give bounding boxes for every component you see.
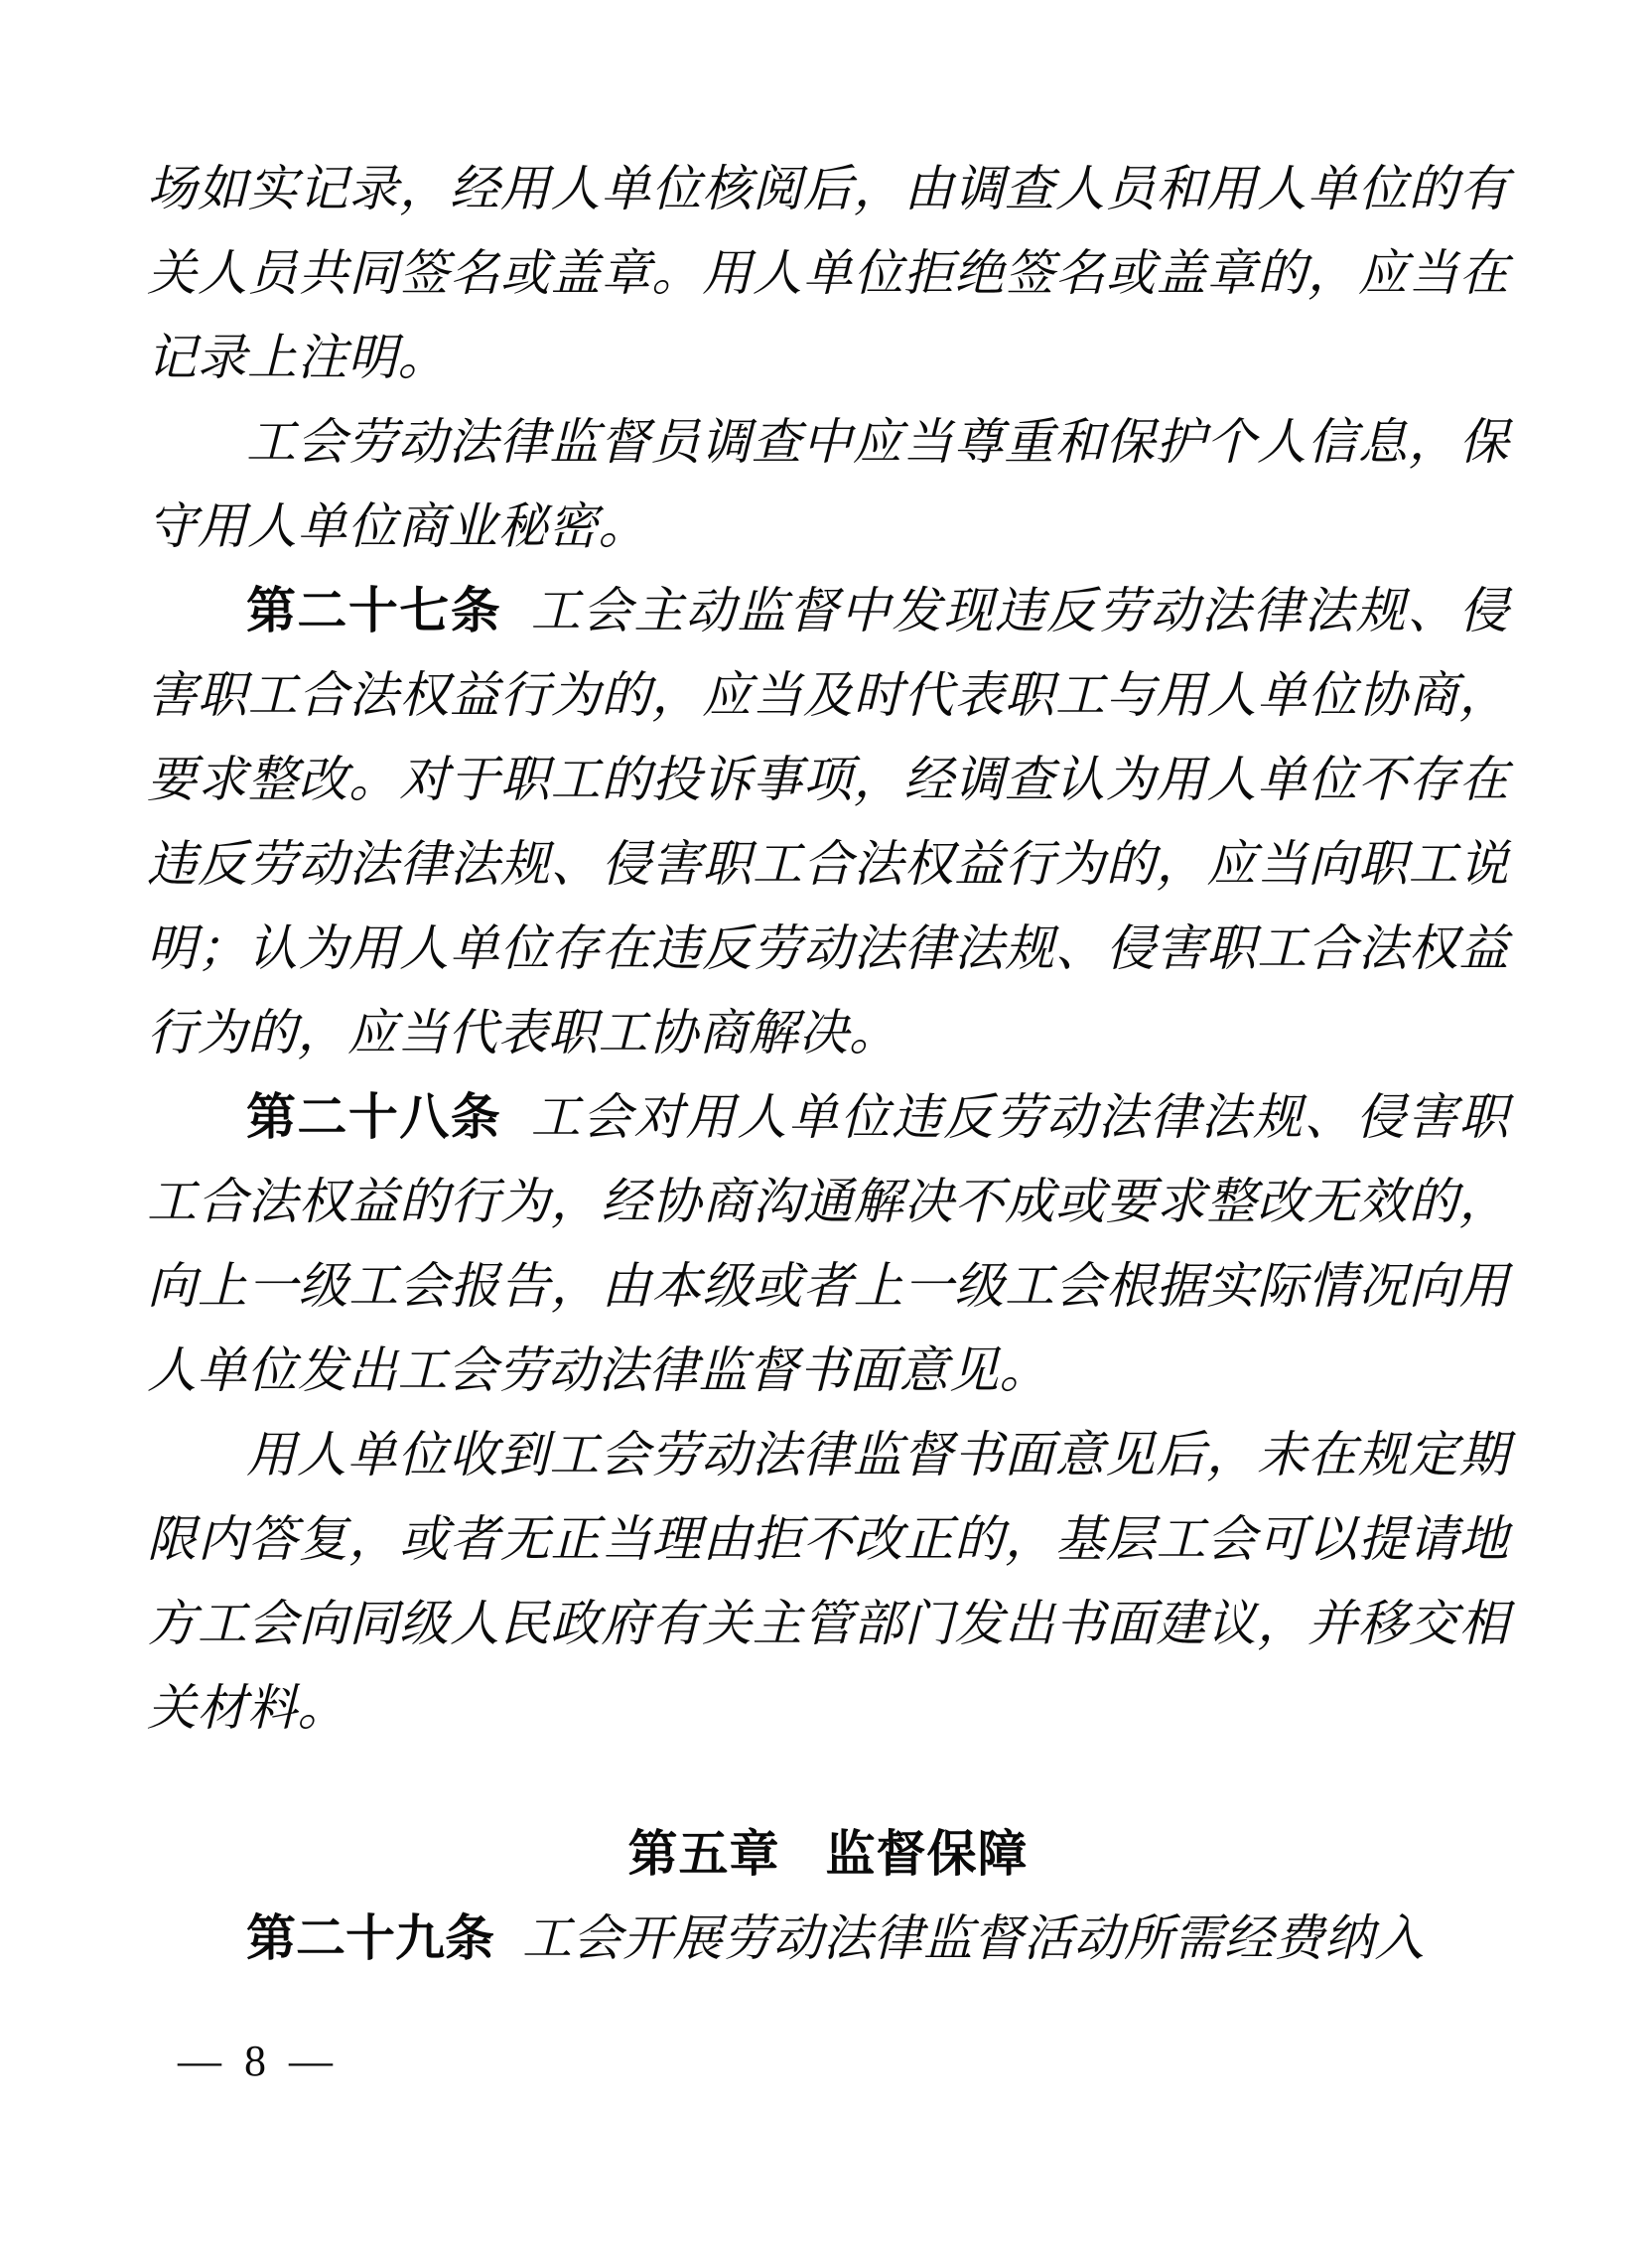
article-29-paragraph bbox=[147, 1897, 1509, 1981]
article-28-text: 工会对用人单位违反劳动法律法规、侵害职工合法权益的行为，经协商沟通解决不成或要求整改无效的，向上一级工会报告，由本级或者上一级工会根据实际情况向用人单位发出工会劳动法律监督书面意见。 bbox=[147, 1089, 1509, 1398]
article-27-label: 第二十七条 bbox=[246, 582, 502, 639]
paragraph-privacy-confidentiality: 工会劳动法律监督员调查中应当尊重和保护个人信息，保守用人单位商业秘密。 bbox=[147, 414, 1509, 554]
chapter-title: 监督保障 bbox=[825, 1825, 1029, 1883]
page-number: — 8 — bbox=[178, 2037, 339, 2085]
article-28-label: 第二十八条 bbox=[246, 1088, 502, 1146]
chapter-number: 第五章 bbox=[627, 1825, 780, 1883]
page-body bbox=[147, 147, 1509, 1981]
article-29-text: 工会开展劳动法律监督活动所需经费纳入 bbox=[522, 1910, 1425, 1966]
section-spacer bbox=[147, 1751, 1509, 1812]
paragraph-continued: 场如实记录，经用人单位核阅后，由调查人员和用人单位的有关人员共同签名或盖章。用人单位拒绝签名或盖章的，应当在记录上注明。 bbox=[147, 161, 1509, 385]
article-27-paragraph bbox=[147, 569, 1509, 1075]
article-28-paragraph bbox=[147, 1075, 1509, 1413]
article-27-text: 工会主动监督中发现违反劳动法律法规、侵害职工合法权益行为的，应当及时代表职工与用人单位协商，要求整改。对于职工的投诉事项，经调查认为用人单位不存在违反劳动法律法规、侵害职工合法权益行为的，应当向职工说明；认为用人单位存在违反劳动法律法规、侵害职工合法权益行为的，应当代表职工协商解决。 bbox=[147, 583, 1509, 1060]
chapter-heading bbox=[147, 1812, 1509, 1897]
article-29-label: 第二十九条 bbox=[246, 1909, 494, 1967]
paragraph-written-opinion-followup: 用人单位收到工会劳动法律监督书面意见后，未在规定期限内答复，或者无正当理由拒不改正的，基层工会可以提请地方工会向同级人民政府有关主管部门发出书面建议，并移交相关材料。 bbox=[147, 1427, 1509, 1736]
